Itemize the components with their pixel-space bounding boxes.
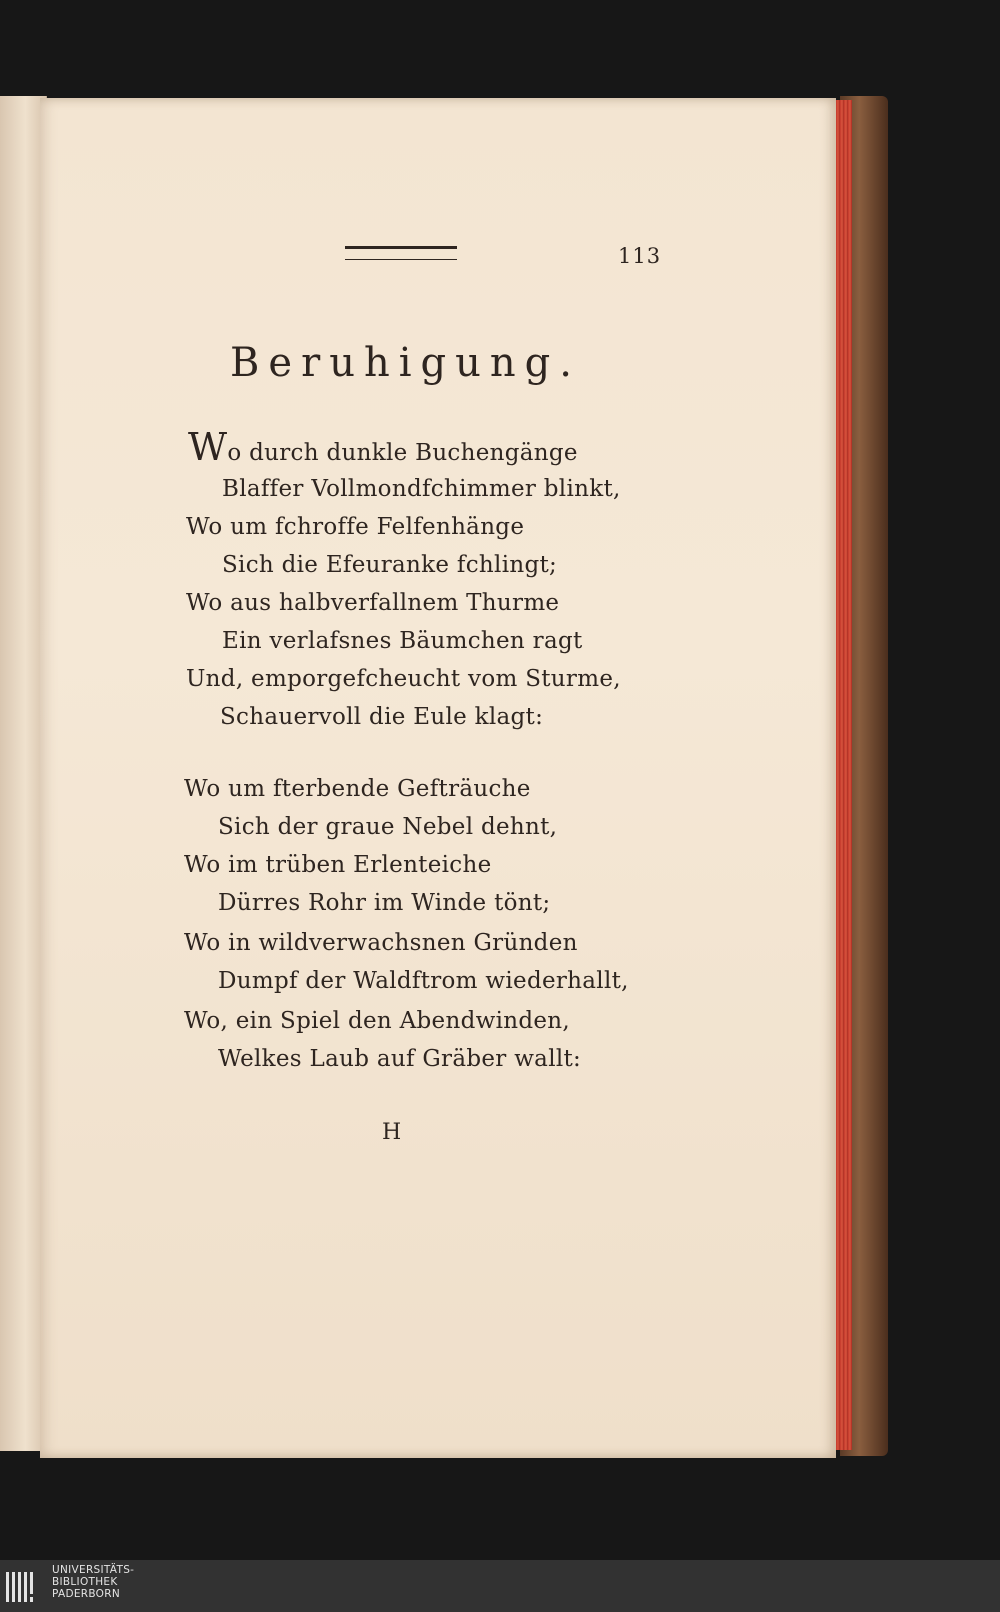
verse-line: [188, 425, 578, 469]
signature-mark: H: [382, 1120, 402, 1145]
verse-line: Dumpf der Waldftrom wiederhallt,: [218, 968, 629, 994]
page-number: 113: [618, 244, 662, 268]
poem-title: Beruhigung.: [230, 340, 581, 386]
logo-text-line: PADERBORN: [52, 1588, 120, 1600]
verse-line: Sich der graue Nebel dehnt,: [218, 814, 558, 840]
verse-line: Wo um fchroffe Felfenhänge: [186, 514, 525, 540]
verse-line: Wo aus halbverfallnem Thurme: [186, 590, 560, 616]
verse-line: Und, emporgefcheucht vom Sturme,: [186, 666, 621, 692]
verse-line: Welkes Laub auf Gräber wallt:: [218, 1046, 582, 1072]
library-footer: [0, 1560, 1000, 1612]
book-page: [40, 98, 836, 1458]
verse-line: Wo im trüben Erlenteiche: [184, 852, 492, 878]
logo-text-line: BIBLIOTHEK: [52, 1576, 118, 1588]
header-rule: [345, 246, 457, 260]
logo-text-line: UNIVERSITÄTS-: [52, 1564, 135, 1576]
verse-line: Wo in wildverwachsnen Gründen: [184, 930, 578, 956]
verse-line: Wo um fterbende Gefträuche: [184, 776, 531, 802]
verse-line: Dürres Rohr im Winde tönt;: [218, 890, 551, 916]
drop-initial: W: [188, 425, 228, 469]
library-logo-icon: [4, 1568, 44, 1606]
verse-line: Blaffer Vollmondfchimmer blinkt,: [222, 476, 621, 502]
verse-line-text: o durch dunkle Buchengänge: [227, 440, 578, 466]
verse-line: Wo, ein Spiel den Abendwinden,: [184, 1008, 571, 1034]
verse-line: Ein verlafsnes Bäumchen ragt: [222, 628, 583, 654]
verse-line: Sich die Efeuranke fchlingt;: [222, 552, 558, 578]
verse-line: Schauervoll die Eule klagt:: [220, 704, 544, 730]
